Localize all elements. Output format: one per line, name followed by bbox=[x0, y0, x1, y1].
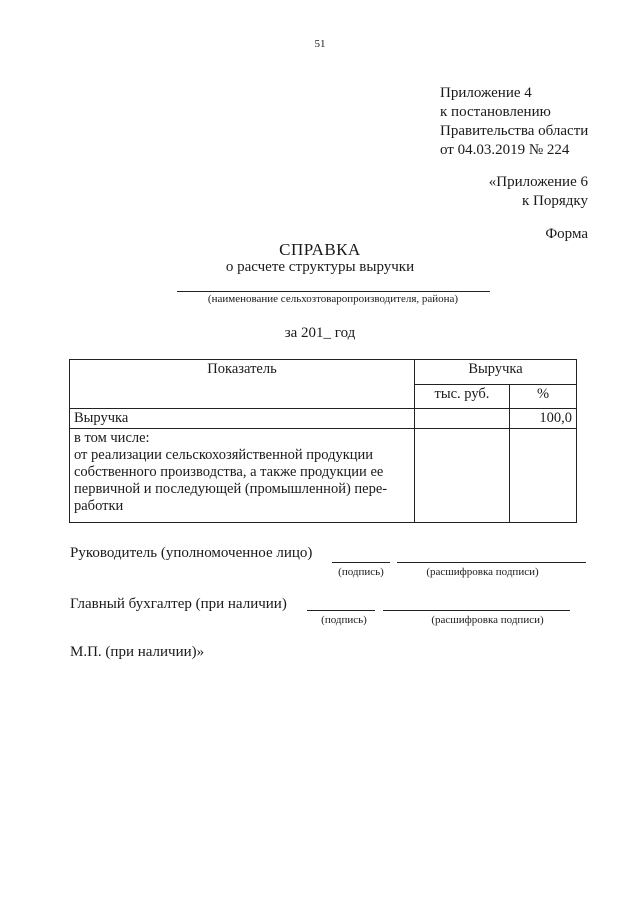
table-row bbox=[70, 409, 577, 429]
head-signature-caption: (подпись) bbox=[338, 566, 384, 578]
head-signature-label: Руководитель (уполномоченное лицо) bbox=[70, 545, 313, 561]
page-number: 51 bbox=[314, 38, 326, 50]
row-revenue-percent: 100,0 bbox=[510, 409, 577, 429]
order-ref-line: «Приложение 6 bbox=[488, 174, 588, 190]
head-decode-caption: (расшифровка подписи) bbox=[426, 566, 539, 578]
accountant-signature-label: Главный бухгалтер (при наличии) bbox=[70, 596, 287, 612]
row-including-intro: в том числе: bbox=[74, 430, 150, 446]
header-thousand-rub: тыс. руб. bbox=[415, 385, 510, 409]
row-revenue-thousand[interactable] bbox=[415, 409, 510, 429]
head-decode-line[interactable] bbox=[397, 562, 586, 563]
stamp-placeholder: М.П. (при наличии)» bbox=[70, 644, 205, 660]
organization-name-line bbox=[177, 291, 490, 292]
appendix-line: Правительства области bbox=[440, 123, 589, 139]
report-period: за 201_ год bbox=[284, 325, 356, 341]
head-signature-line[interactable] bbox=[332, 562, 390, 563]
accountant-decode-line[interactable] bbox=[383, 610, 570, 611]
accountant-decode-caption: (расшифровка подписи) bbox=[431, 614, 544, 626]
organization-caption: (наименование сельхозтоваропроизводителя, района) bbox=[207, 293, 459, 305]
order-reference bbox=[489, 173, 588, 211]
revenue-structure-table bbox=[69, 359, 577, 523]
appendix-line: Приложение 4 bbox=[440, 85, 532, 101]
accountant-signature-line[interactable] bbox=[307, 610, 375, 611]
document-subtitle: о расчете структуры выручки bbox=[225, 259, 415, 275]
header-revenue: Выручка bbox=[415, 360, 577, 385]
table-header-row bbox=[70, 360, 577, 385]
row-including-label bbox=[70, 429, 415, 523]
appendix-block bbox=[440, 84, 588, 160]
order-ref-line: к Порядку bbox=[522, 193, 588, 209]
header-indicator: Показатель bbox=[70, 360, 415, 409]
header-percent: % bbox=[510, 385, 577, 409]
row-revenue-label: Выручка bbox=[70, 409, 415, 429]
row-including-thousand[interactable] bbox=[415, 429, 510, 523]
form-label: Форма bbox=[545, 226, 588, 242]
accountant-signature-caption: (подпись) bbox=[321, 614, 367, 626]
table-row bbox=[70, 429, 577, 523]
appendix-line: от 04.03.2019 № 224 bbox=[440, 142, 570, 158]
row-including-description: от реализации сельскохозяйственной продукции собственного производства, а также продукции ее первичной и последующей (промышленной) пере-работки bbox=[74, 447, 388, 514]
row-including-percent[interactable] bbox=[510, 429, 577, 523]
appendix-line: к постановлению bbox=[440, 104, 551, 120]
document-title: СПРАВКА bbox=[279, 240, 361, 259]
